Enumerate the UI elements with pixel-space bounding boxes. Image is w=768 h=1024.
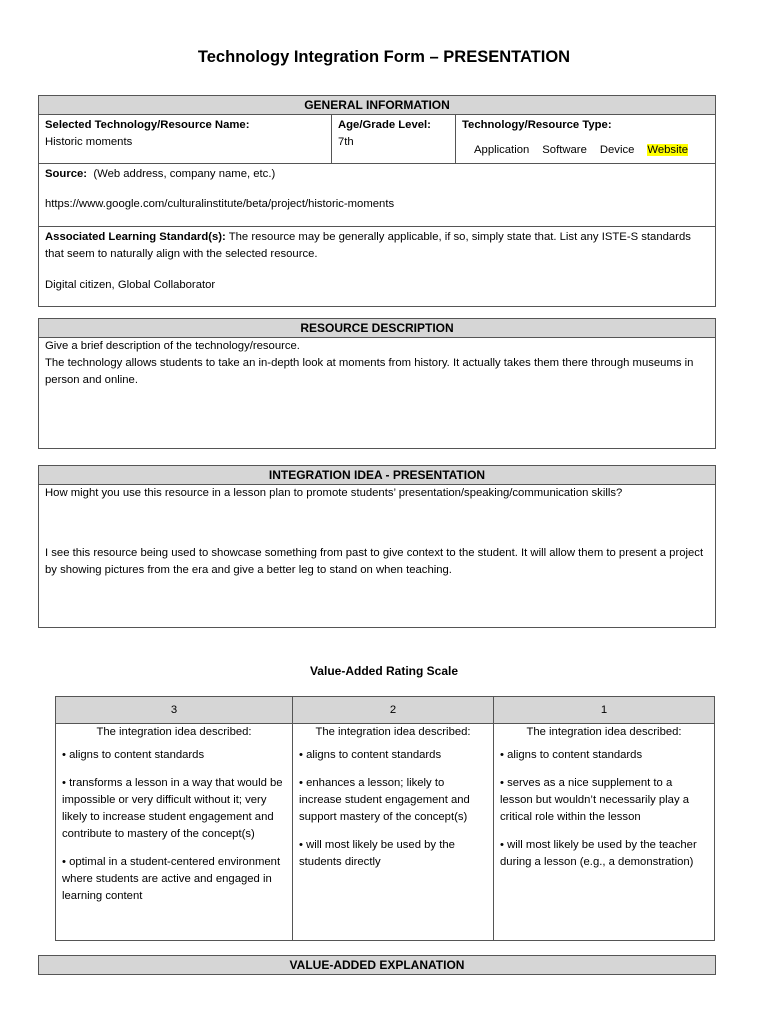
- resource-name-value: Historic moments: [45, 136, 133, 148]
- rating-column-3: [56, 724, 293, 941]
- source-value: https://www.google.com/culturalinstitute/beta/project/historic-moments: [45, 198, 395, 210]
- rating-bullet: • optimal in a student-centered environment where students are active and engaged in learning content: [62, 856, 281, 902]
- resource-description-answer: The technology allows students to take an in-depth look at moments from history. It actually takes them there through museums in person and online.: [45, 357, 694, 386]
- resource-name-label: Selected Technology/Resource Name:: [45, 119, 250, 131]
- resource-description-section: [38, 318, 716, 449]
- integration-idea-prompt: How might you use this resource in a lesson plan to promote students’ presentation/speaking/communication skills?: [45, 487, 623, 499]
- type-option-application[interactable]: Application: [474, 144, 530, 156]
- value-added-section: [38, 955, 716, 975]
- resource-name-cell: [39, 115, 332, 163]
- general-information-header: GENERAL INFORMATION: [39, 96, 715, 115]
- source-hint: (Web address, company name, etc.): [93, 168, 276, 180]
- standards-row: [39, 227, 715, 307]
- rating-bullet: • will most likely be used by the students directly: [299, 839, 455, 868]
- rating-scale-header-row: [56, 697, 715, 724]
- integration-idea-body: [39, 485, 715, 581]
- rating-intro: The integration idea described:: [96, 726, 252, 738]
- rating-bullet: • serves as a nice supplement to a lesson but wouldn’t necessarily play a critical role within the lesson: [500, 777, 690, 823]
- age-grade-value: 7th: [338, 136, 354, 148]
- resource-type-options: [462, 142, 709, 159]
- rating-bullet: • transforms a lesson in a way that would be impossible or very difficult without it; very likely to increase student engagement and contribute to mastery of the concept(s): [62, 777, 283, 840]
- type-option-website-selected[interactable]: Website: [647, 144, 688, 156]
- rating-bullet: • aligns to content standards: [62, 749, 205, 761]
- rating-score-1: 1: [494, 697, 715, 724]
- rating-scale-body-row: [56, 724, 715, 941]
- integration-idea-section: [38, 465, 716, 628]
- rating-intro: The integration idea described:: [526, 726, 682, 738]
- standards-label: Associated Learning Standard(s):: [45, 231, 226, 243]
- type-option-device[interactable]: Device: [599, 144, 635, 156]
- general-info-row: [39, 115, 715, 164]
- rating-intro: The integration idea described:: [315, 726, 471, 738]
- age-grade-label: Age/Grade Level:: [338, 119, 431, 131]
- rating-bullet: • aligns to content standards: [299, 749, 442, 761]
- standards-cell: [39, 227, 715, 307]
- resource-type-cell: [456, 115, 715, 163]
- source-cell: [39, 164, 715, 226]
- integration-idea-header: INTEGRATION IDEA - PRESENTATION: [39, 466, 715, 485]
- resource-description-body: [39, 338, 715, 391]
- rating-column-2: [293, 724, 494, 941]
- standards-hint: The resource may be generally applicable, if so, simply state that. List any ISTE-S standards that seem to naturally align with the selected resource.: [45, 231, 691, 260]
- resource-description-header: RESOURCE DESCRIPTION: [39, 319, 715, 338]
- resource-description-prompt: Give a brief description of the technology/resource.: [45, 340, 300, 352]
- rating-score-3: 3: [56, 697, 293, 724]
- rating-bullet: • aligns to content standards: [500, 749, 643, 761]
- type-option-software[interactable]: Software: [542, 144, 587, 156]
- general-information-section: [38, 95, 716, 307]
- rating-score-2: 2: [293, 697, 494, 724]
- integration-idea-answer: I see this resource being used to showcase something from past to give context to the student. It will allow them to present a project by showing pictures from the era and give a better leg to stand on when teaching.: [45, 547, 704, 576]
- source-label: Source:: [45, 168, 88, 180]
- resource-type-label: Technology/Resource Type:: [462, 119, 612, 131]
- rating-bullet: • enhances a lesson; likely to increase student engagement and support mastery of the concept(s): [299, 777, 470, 823]
- age-grade-cell: [332, 115, 456, 163]
- rating-column-1: [494, 724, 715, 941]
- rating-scale-title: Value-Added Rating Scale: [309, 664, 459, 678]
- form-title: Technology Integration Form – PRESENTATION: [197, 48, 571, 66]
- value-added-header: VALUE-ADDED EXPLANATION: [39, 956, 715, 974]
- standards-value: Digital citizen, Global Collaborator: [45, 279, 216, 291]
- rating-bullet: • will most likely be used by the teacher during a lesson (e.g., a demonstration): [500, 839, 697, 868]
- source-row: [39, 164, 715, 227]
- rating-scale-table: [55, 696, 715, 941]
